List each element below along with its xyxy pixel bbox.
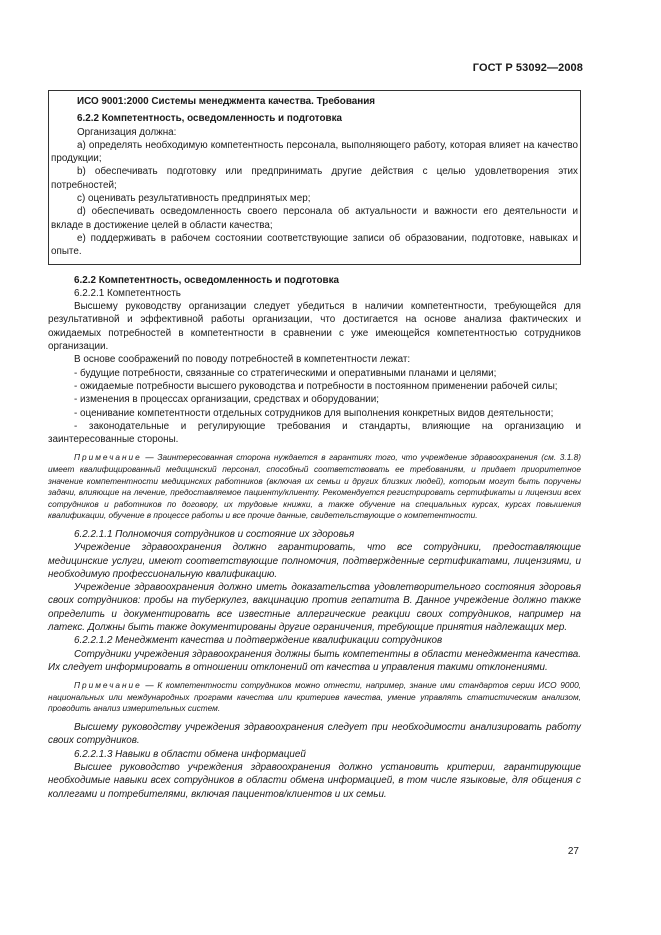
box-item-b: b) обеспечивать подготовку или предпринимать другие действия с целью удовлетворения этих потребностей; bbox=[51, 166, 578, 191]
list-item: - изменения в процессах организации, средствах и оборудовании; bbox=[74, 394, 380, 406]
box-item-c: c) оценивать результативность предпринятых мер; bbox=[77, 193, 311, 205]
box-title: ИСО 9001:2000 Системы менеджмента качества. Требования bbox=[77, 96, 376, 107]
standard-number: ГОСТ Р 53092—2008 bbox=[472, 62, 583, 74]
list-item: - законодательные и регулирующие требования и стандарты, влияющие на организацию и заинтересованные стороны. bbox=[48, 420, 581, 446]
box-intro: Организация должна: bbox=[77, 126, 177, 138]
list-item: - будущие потребности, связанные со стратегическими и оперативными планами и целями; bbox=[74, 367, 497, 379]
note-1 bbox=[48, 452, 581, 522]
note-label: Примечание bbox=[74, 452, 142, 463]
paragraph: Учреждение здравоохранения должно гарантировать, что все сотрудники, предоставляющие медицинские услуги, имеют соответствующие полномочия, подтвержденные сертификатами, лицензиями, и необходимую профессиональную квалификацию. bbox=[48, 542, 581, 580]
paragraph: Учреждение здравоохранения должно иметь доказательства удовлетворительного состояния здоровья своих сотрудников: пробы на туберкулез, вакцинацию против гепатита В. Данное учреждение должно также определить и документировать все известные аллергические реакции своих сотрудников, например на латекс. Должны быть также документированы другие ограничения, требующие принятия надлежащих мер. bbox=[48, 582, 581, 634]
paragraph: Сотрудники учреждения здравоохранения должны быть компетентны в области менеджмента качества. Их следует информировать в отношении отклонений от качества и управления такими отклонениями. bbox=[48, 648, 581, 673]
page-number: 27 bbox=[567, 846, 579, 857]
list-item: - ожидаемые потребности высшего руководства и потребности в постоянном применении рабочей силы; bbox=[74, 380, 558, 392]
paragraph: Высшему руководству учреждения здравоохранения следует при необходимости анализировать работу своих сотрудников. bbox=[48, 722, 581, 747]
note-label: Примечание bbox=[74, 680, 142, 691]
box-heading: 6.2.2 Компетентность, осведомленность и подготовка bbox=[77, 113, 343, 125]
iso-requirements-box bbox=[48, 90, 581, 265]
paragraph: В основе соображений по поводу потребностей в компетентности лежат: bbox=[74, 354, 411, 366]
list-item: - оценивание компетентности отдельных сотрудников для выполнения конкретных видов деятельности; bbox=[74, 407, 554, 419]
paragraph: Высшему руководству организации следует убедиться в наличии компетентности, требующейся для результативной и эффективной работы организации, что достигается на основе анализа фактических и ожидаемых потребностей в компетентности в сравнении с уже имеющейся компетентностью сотрудников организации. bbox=[48, 301, 581, 353]
section-heading: 6.2.2 Компетентность, осведомленность и подготовка bbox=[74, 274, 340, 286]
subsection-competence: 6.2.2.1 Компетентность bbox=[74, 287, 181, 299]
paragraph: Высшее руководство учреждения здравоохранения должно установить критерии, гарантирующие необходимые навыки всех сотрудников в области обмена информацией, в том числе языковые, для общения с коллегами и потребителями, включая пациентов/клиентов и их семьи. bbox=[48, 761, 581, 800]
subsection-heading: 6.2.2.1.1 Полномочия сотрудников и состояние их здоровья bbox=[74, 528, 355, 540]
note-text: — Заинтересованная сторона нуждается в гарантиях того, что учреждение здравоохранения (см. 3.1.8) имеет квалифицированный медицинский персонал, способный соответствовать ее требованиям, и придает приоритетное значение компетентности медицинских работников (включая их семьи и других близких людей), которым могут быть поручены задачи, влияющие на лечение, предоставляемое пациенту/клиенту. Рекомендуется регистрировать сертификаты и лицензии всех сотрудников и работников по договору, их трудовые книжки, а также обучение на специальных курсах, курсах повышения квалификации, обучение в процессе работы и все прочие данные, свидетельствующие о компетентности. bbox=[48, 452, 581, 521]
page-content bbox=[48, 90, 581, 801]
note-2 bbox=[48, 680, 581, 715]
box-item-a: a) определять необходимую компетентность персонала, выполняющего работу, которая влияет на качество продукции; bbox=[51, 139, 578, 165]
note-text: — К компетентности сотрудников можно отнести, например, знание ими стандартов серии ИСО 9000, национальных или международных программ качества или критериев качества, умение управлять статистическим анализом, проводить анализ измерительных систем. bbox=[48, 680, 581, 714]
subsection-heading: 6.2.2.1.2 Менеджмент качества и подтверждение квалификации сотрудников bbox=[74, 635, 443, 647]
box-item-e: e) поддерживать в рабочем состоянии соответствующие записи об образовании, подготовке, навыках и опыте. bbox=[51, 232, 578, 258]
box-item-d: d) обеспечивать осведомленность своего персонала об актуальности и важности его деятельности и вкладе в достижение целей в области качества; bbox=[51, 206, 578, 231]
subsection-heading: 6.2.2.1.3 Навыки в области обмена информацией bbox=[74, 748, 306, 760]
